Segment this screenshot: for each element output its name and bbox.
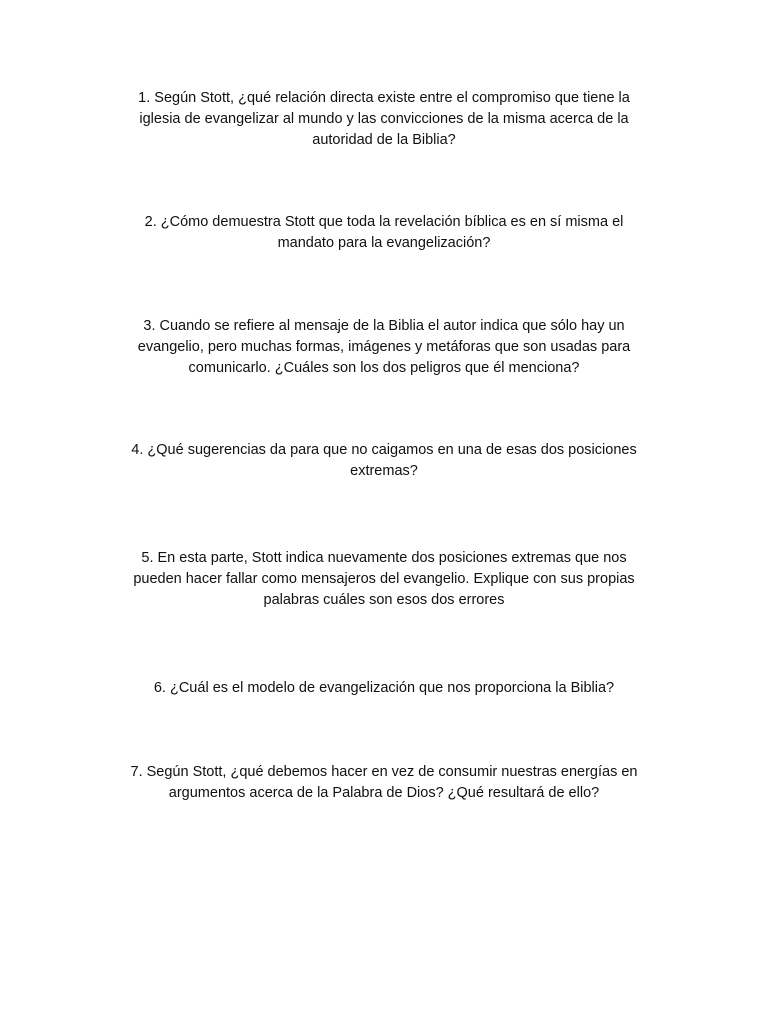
question-line: 1. Según Stott, ¿qué relación directa existe entre el compromiso que tiene la [138, 90, 630, 106]
question-7 [60, 762, 708, 804]
question-line: 3. Cuando se refiere al mensaje de la Biblia el autor indica que sólo hay un [143, 318, 625, 334]
question-line: extremas? [350, 463, 418, 479]
question-line: 5. En esta parte, Stott indica nuevamente dos posiciones extremas que nos [141, 550, 627, 566]
question-line: evangelio, pero muchas formas, imágenes y metáforas que son usadas para [137, 339, 631, 355]
question-5 [60, 548, 708, 611]
question-line: autoridad de la Biblia? [312, 132, 456, 148]
question-line: 4. ¿Qué sugerencias da para que no caigamos en una de esas dos posiciones [131, 442, 637, 458]
question-line: iglesia de evangelizar al mundo y las convicciones de la misma acerca de la [139, 111, 629, 127]
question-3 [60, 316, 708, 379]
question-4 [60, 440, 708, 482]
question-line: 2. ¿Cómo demuestra Stott que toda la revelación bíblica es en sí misma el [144, 214, 624, 230]
question-line: 7. Según Stott, ¿qué debemos hacer en vez de consumir nuestras energías en [130, 764, 638, 780]
question-1 [60, 88, 708, 151]
question-line: argumentos acerca de la Palabra de Dios? ¿Qué resultará de ello? [168, 785, 600, 801]
question-line: mandato para la evangelización? [277, 235, 491, 251]
question-6 [60, 678, 708, 699]
question-line: 6. ¿Cuál es el modelo de evangelización que nos proporciona la Biblia? [153, 680, 615, 696]
question-line: pueden hacer fallar como mensajeros del evangelio. Explique con sus propias [133, 571, 635, 587]
question-line: comunicarlo. ¿Cuáles son los dos peligros que él menciona? [188, 360, 580, 376]
question-line: palabras cuáles son esos dos errores [263, 592, 505, 608]
question-2 [60, 212, 708, 254]
